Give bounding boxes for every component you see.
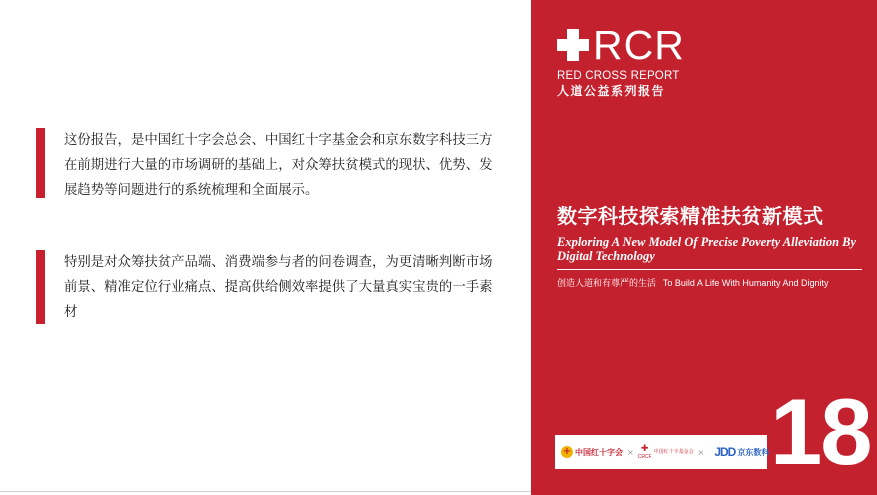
accent-bar: [36, 128, 45, 198]
paragraph-block-1: [36, 128, 496, 203]
report-cover: [531, 0, 877, 495]
separator: ×: [697, 447, 705, 457]
cross-icon: ✚: [640, 443, 649, 454]
separator: ×: [627, 447, 634, 457]
logo-subtitle: RED CROSS REPORT: [557, 70, 680, 82]
rcr-logo: [557, 22, 685, 99]
red-cross-emblem-icon: +: [562, 446, 572, 457]
divider: [0, 491, 531, 492]
cover-title: 数字科技探索精准扶贫新模式: [557, 204, 824, 228]
jdd-logo-icon: JDD: [714, 445, 736, 459]
divider: [557, 269, 862, 270]
page-number: 18: [770, 379, 871, 484]
partner-jd-digits: JDD 京东数科: [714, 445, 770, 459]
paragraph-text-1: 这份报告，是中国红十字会总会、中国红十字基金会和京东数字科技三方在前期进行大量的市场调研的基础上，对众筹扶贫模式的现状、优势、发展趋势等问题进行的系统梳理和全面展示。: [64, 133, 493, 198]
red-cross-icon: [557, 29, 589, 61]
logo-word: RCR: [593, 22, 685, 68]
slogan-cn: 创造人道和有尊严的生活: [557, 279, 657, 289]
logo-series: 人道公益系列报告: [557, 84, 666, 98]
accent-bar: [36, 250, 45, 324]
partner-red-cross-foundation: ✚ CRCF: [637, 443, 652, 460]
slogan-en: To Build A Life With Humanity And Dignity: [662, 278, 829, 288]
partner-logos: [555, 435, 770, 469]
cover-title-english: Exploring A New Model Of Precise Poverty Alleviation By Digital Technology: [557, 235, 857, 263]
paragraph-text-2: 特别是对众筹扶贫产品端、消费端参与者的问卷调查，为更清晰判断市场前景、精准定位行业痛点、提高供给侧效率提供了大量真实宝贵的一手素材: [64, 255, 493, 320]
paragraph-block-2: [36, 250, 496, 325]
cover-slogan: [557, 276, 828, 289]
foundation-name: 中国红十字基金会: [653, 449, 694, 455]
partner-red-cross-society: + 中国红十字会: [562, 446, 623, 457]
